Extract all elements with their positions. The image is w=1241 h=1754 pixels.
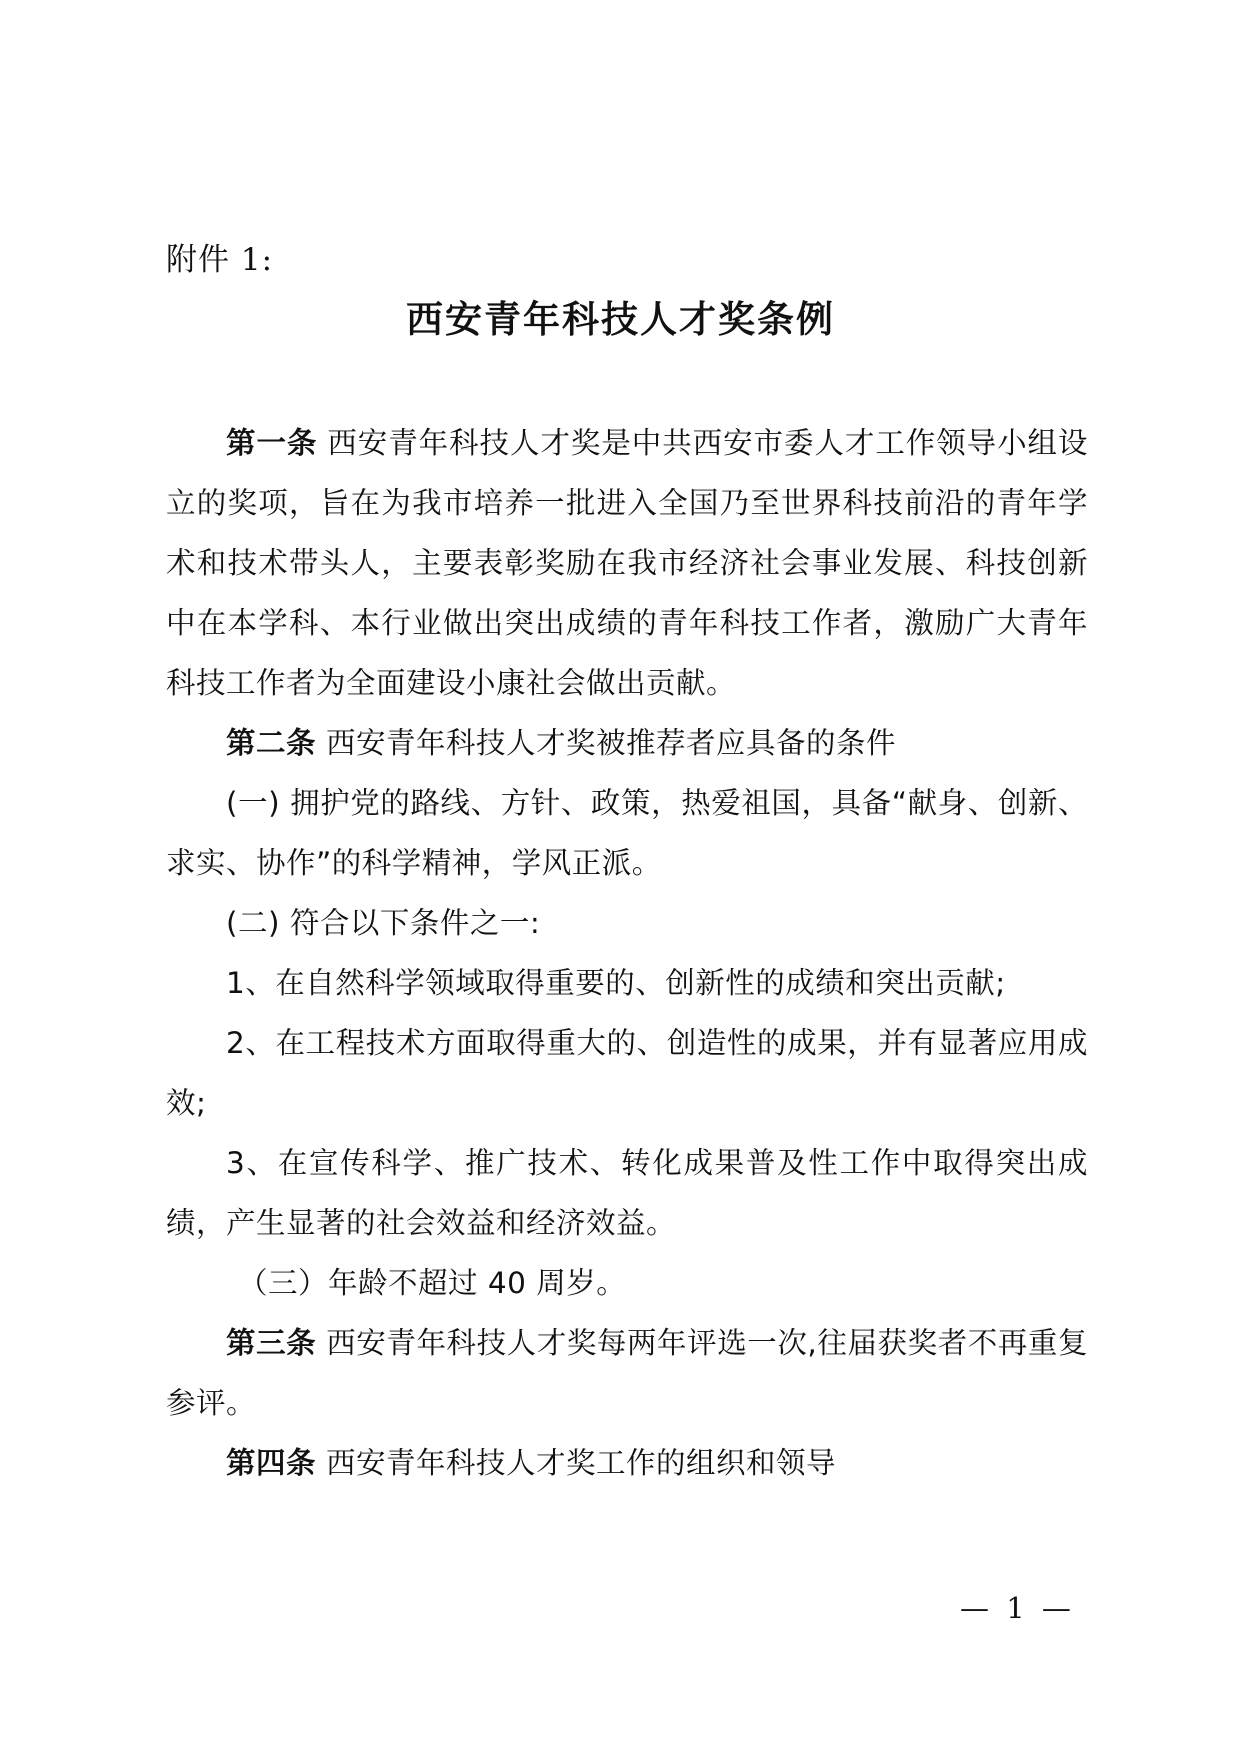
article-4-heading: 第四条 xyxy=(226,1446,317,1480)
article-1 xyxy=(166,413,1088,713)
article-2-item-1: (一) 拥护党的路线、方针、政策，热爱祖国，具备“献身、创新、求实、协作”的科学精神，学风正派。 xyxy=(166,786,1088,880)
document-title: 西安青年科技人才奖条例 xyxy=(406,298,835,341)
article-1-text: 西安青年科技人才奖是中共西安市委人才工作领导小组设立的奖项，旨在为我市培养一批进入全国乃至世界科技前沿的青年学术和技术带头人，主要表彰奖励在我市经济社会事业发展、科技创新中在本学科、本行业做出突出成绩的青年科技工作者，激励广大青年科技工作者为全面建设小康社会做出贡献。 xyxy=(166,426,1088,700)
attachment-label: 附件 1: xyxy=(166,242,274,278)
article-2-sub-item-1: 1、在自然科学领域取得重要的、创新性的成绩和突出贡献; xyxy=(226,966,1006,1000)
article-2-sub-item-2: 2、在工程技术方面取得重大的、创造性的成果，并有显著应用成效; xyxy=(166,1026,1088,1120)
article-3-heading: 第三条 xyxy=(226,1326,317,1360)
article-2-sub-item-3: 3、在宣传科学、推广技术、转化成果普及性工作中取得突出成绩，产生显著的社会效益和经济效益。 xyxy=(166,1146,1088,1240)
article-2-item-3: （三）年龄不超过 40 周岁。 xyxy=(238,1266,627,1300)
article-4-text: 西安青年科技人才奖工作的组织和领导 xyxy=(326,1446,837,1480)
document-body xyxy=(166,413,1088,1493)
article-2-text: 西安青年科技人才奖被推荐者应具备的条件 xyxy=(326,726,897,760)
article-3 xyxy=(166,1313,1088,1433)
article-2-item-2: (二) 符合以下条件之一: xyxy=(226,906,541,940)
article-4 xyxy=(166,1433,1088,1493)
article-2 xyxy=(166,713,1088,773)
article-1-heading: 第一条 xyxy=(226,426,318,460)
page-number: — 1 — xyxy=(960,1591,1075,1625)
article-3-text: 西安青年科技人才奖每两年评选一次,往届获奖者不再重复参评。 xyxy=(166,1326,1088,1420)
article-2-heading: 第二条 xyxy=(226,726,317,760)
